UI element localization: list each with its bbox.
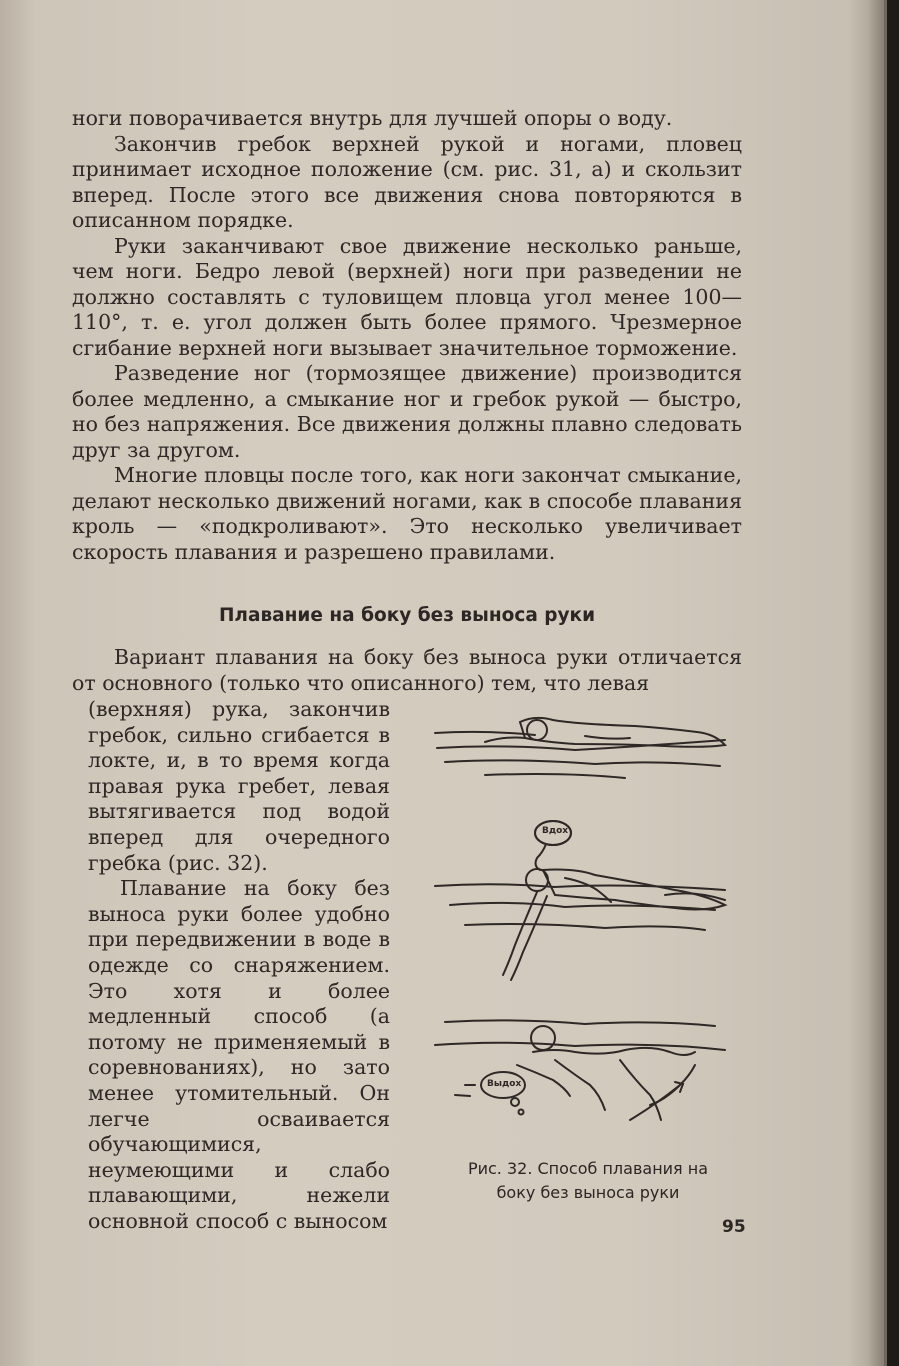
swimmer-illustration [425, 700, 745, 1160]
paragraph: (верхняя) рука, закончив гребок, сильно сгибается в локте, и, в то время когда правая рука гребет, левая вытягивается под водой вперед для очередного гребка (рис. 32). [88, 697, 390, 875]
paragraph: Разведение ног (тормозящее движение) производится более медленно, а смыкание ног и гребок рукой — быстро, но без напряжения. Все движения должны плавно следовать друг за другом. [72, 361, 742, 462]
swimmer-3 [435, 1020, 725, 1120]
paragraph: Руки заканчивают свое движение несколько раньше, чем ноги. Бедро левой (верхней) ноги при разведении не должно составлять с туловищем пловца угол менее 100—110°, т. е. угол должен быть более прямого. Чрезмерное сгибание верхней ноги вызывает значительное торможение. [72, 233, 742, 360]
main-text [72, 106, 742, 565]
paragraph: Плавание на боку без выноса руки более удобно при передвижении в воде в одежде со снаряжением. Это хотя и более медленный способ (а потому не применяемый в соревнованиях), но зато менее утомительный. Он легче осваивается обучающимися, неумеющими и слабо плавающими, нежели основной способ с выносом [88, 876, 390, 1233]
exhale-label: Выдох [487, 1079, 522, 1089]
book-edge [887, 0, 899, 1366]
swimmer-1 [435, 718, 725, 778]
column-text [88, 697, 390, 1234]
paragraph: Многие пловцы после того, как ноги закончат смыкание, делают несколько движений ногами, как в способе плавания кроль — «подкроливают». Это несколько увеличивает скорость плавания и разрешено правилами. [72, 463, 742, 564]
paragraph: Закончив гребок верхней рукой и ногами, пловец принимает исходное положение (см. рис. 31, а) и скользит вперед. После этого все движения снова повторяются в описанном порядке. [72, 131, 742, 232]
page-number: 95 [722, 1217, 746, 1237]
paragraph: ноги поворачивается внутрь для лучшей опоры о воду. [72, 106, 673, 130]
inhale-label: Вдох [542, 826, 569, 836]
figure-caption: Рис. 32. Способ плавания на боку без выноса руки [467, 1159, 709, 1202]
section-heading: Плавание на боку без выноса руки [218, 605, 596, 626]
intro-text [72, 645, 742, 696]
swimmer-2 [435, 821, 725, 980]
swimmer-figure [425, 700, 745, 1160]
paragraph: Вариант плавания на боку без выноса руки отличается от основного (только что описанного) тем, что левая [72, 645, 742, 695]
